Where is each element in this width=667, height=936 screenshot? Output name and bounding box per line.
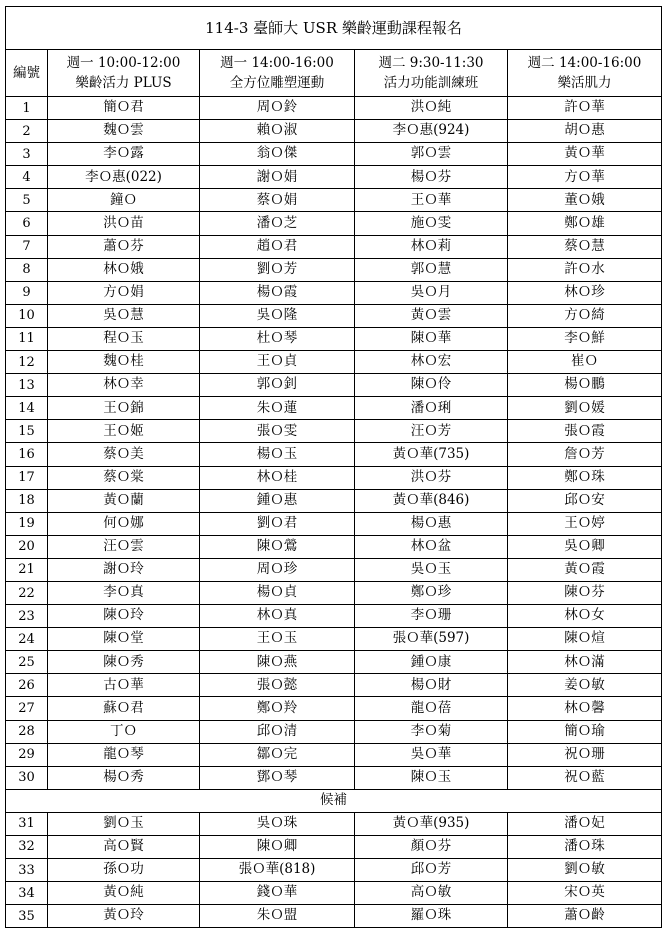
course-4-name: 方Ｏ華 [508, 166, 662, 189]
table-row [6, 443, 662, 466]
course-4-name: 張Ｏ霞 [508, 420, 662, 443]
course-header-3 [355, 50, 508, 97]
course-1-name: 王Ｏ錦 [48, 397, 200, 420]
course-2-name: 楊Ｏ貞 [200, 581, 355, 604]
table-row [6, 351, 662, 374]
table-row [6, 605, 662, 628]
course-1-name: 魏Ｏ桂 [48, 351, 200, 374]
course-4-name: 王Ｏ婷 [508, 512, 662, 535]
table-row [6, 651, 662, 674]
course-2-name: 翁Ｏ傑 [200, 143, 355, 166]
course-3-name: 汪Ｏ芳 [355, 420, 508, 443]
table-row [6, 812, 662, 835]
course-1-name: 古Ｏ華 [48, 674, 200, 697]
course-1-name: 龍Ｏ琴 [48, 743, 200, 766]
course-4-name: 鄭Ｏ珠 [508, 466, 662, 489]
table-title: 114-3 臺師大 USR 樂齡運動課程報名 [6, 7, 662, 50]
course-2-name: 劉Ｏ芳 [200, 258, 355, 281]
table-row [6, 235, 662, 258]
course-3-name: 王Ｏ華 [355, 189, 508, 212]
course-2-name: 郭Ｏ釗 [200, 374, 355, 397]
course-1-name: 林Ｏ幸 [48, 374, 200, 397]
course-1-name: 謝Ｏ玲 [48, 558, 200, 581]
course-3-name: 吳Ｏ月 [355, 281, 508, 304]
course-2-name: 朱Ｏ蓮 [200, 397, 355, 420]
course-4-name: 陳Ｏ煊 [508, 628, 662, 651]
course-3-name: 洪Ｏ芬 [355, 466, 508, 489]
row-number: 24 [6, 628, 48, 651]
row-number: 3 [6, 143, 48, 166]
course-4-name: 黃Ｏ華 [508, 143, 662, 166]
row-number: 35 [6, 905, 48, 928]
course-time: 週一 14:00-16:00 [220, 55, 334, 71]
registration-table-body [6, 7, 662, 928]
course-1-name: 林Ｏ娥 [48, 258, 200, 281]
row-number: 26 [6, 674, 48, 697]
table-row [6, 535, 662, 558]
row-number: 17 [6, 466, 48, 489]
course-1-name: 李Ｏ惠(022) [48, 166, 200, 189]
course-4-name: 陳Ｏ芬 [508, 581, 662, 604]
row-number: 22 [6, 581, 48, 604]
course-name: 全方位雕塑運動 [229, 75, 325, 91]
table-row [6, 420, 662, 443]
course-4-name: 胡Ｏ惠 [508, 120, 662, 143]
course-1-name: 魏Ｏ雲 [48, 120, 200, 143]
row-number: 15 [6, 420, 48, 443]
course-3-name: 黃Ｏ華(735) [355, 443, 508, 466]
course-time: 週二 14:00-16:00 [527, 55, 642, 71]
table-row [6, 859, 662, 882]
row-number: 19 [6, 512, 48, 535]
course-3-name: 潘Ｏ琍 [355, 397, 508, 420]
course-1-name: 鐘Ｏ [48, 189, 200, 212]
row-number: 18 [6, 489, 48, 512]
course-3-name: 張Ｏ華(597) [355, 628, 508, 651]
table-row [6, 189, 662, 212]
course-3-name: 施Ｏ雯 [355, 212, 508, 235]
course-4-name: 李Ｏ鮮 [508, 327, 662, 350]
course-3-name: 吳Ｏ華 [355, 743, 508, 766]
course-2-name: 劉Ｏ君 [200, 512, 355, 535]
row-number: 7 [6, 235, 48, 258]
course-4-name: 林Ｏ珍 [508, 281, 662, 304]
course-3-name: 李Ｏ菊 [355, 720, 508, 743]
table-row [6, 558, 662, 581]
course-1-name: 王Ｏ姬 [48, 420, 200, 443]
table-row [6, 674, 662, 697]
course-1-name: 吳Ｏ慧 [48, 304, 200, 327]
course-3-name: 李Ｏ惠(924) [355, 120, 508, 143]
course-4-name: 潘Ｏ珠 [508, 835, 662, 858]
course-3-name: 楊Ｏ惠 [355, 512, 508, 535]
row-number: 10 [6, 304, 48, 327]
course-1-name: 李Ｏ露 [48, 143, 200, 166]
table-row [6, 489, 662, 512]
course-2-name: 邱Ｏ清 [200, 720, 355, 743]
row-number: 4 [6, 166, 48, 189]
course-1-name: 方Ｏ娟 [48, 281, 200, 304]
table-row [6, 327, 662, 350]
course-1-name: 陳Ｏ堂 [48, 628, 200, 651]
row-number: 29 [6, 743, 48, 766]
course-2-name: 楊Ｏ霞 [200, 281, 355, 304]
course-2-name: 吳Ｏ珠 [200, 812, 355, 835]
row-number: 5 [6, 189, 48, 212]
course-4-name: 黃Ｏ霞 [508, 558, 662, 581]
course-4-name: 潘Ｏ妃 [508, 812, 662, 835]
course-2-name: 潘Ｏ芝 [200, 212, 355, 235]
row-number: 21 [6, 558, 48, 581]
course-3-name: 陳Ｏ玉 [355, 766, 508, 789]
course-3-name: 林Ｏ莉 [355, 235, 508, 258]
course-4-name: 蔡Ｏ慧 [508, 235, 662, 258]
course-2-name: 吳Ｏ隆 [200, 304, 355, 327]
course-4-name: 詹Ｏ芳 [508, 443, 662, 466]
course-3-name: 鄭Ｏ珍 [355, 581, 508, 604]
table-row [6, 397, 662, 420]
number-column-header: 編號 [6, 50, 48, 97]
row-number: 11 [6, 327, 48, 350]
course-3-name: 龍Ｏ蓓 [355, 697, 508, 720]
course-4-name: 鄭Ｏ雄 [508, 212, 662, 235]
course-3-name: 吳Ｏ玉 [355, 558, 508, 581]
course-4-name: 蕭Ｏ齡 [508, 905, 662, 928]
table-row [6, 304, 662, 327]
course-name: 樂齡活力 PLUS [75, 75, 172, 91]
row-number: 14 [6, 397, 48, 420]
row-number: 1 [6, 97, 48, 120]
course-3-name: 楊Ｏ財 [355, 674, 508, 697]
course-header-4 [508, 50, 662, 97]
course-2-name: 林Ｏ桂 [200, 466, 355, 489]
course-3-name: 黃Ｏ華(846) [355, 489, 508, 512]
waitlist-section-row [6, 789, 662, 812]
course-2-name: 王Ｏ玉 [200, 628, 355, 651]
course-3-name: 郭Ｏ慧 [355, 258, 508, 281]
course-4-name: 邱Ｏ安 [508, 489, 662, 512]
course-1-name: 陳Ｏ玲 [48, 605, 200, 628]
course-3-name: 黃Ｏ華(935) [355, 812, 508, 835]
course-1-name: 李Ｏ真 [48, 581, 200, 604]
course-1-name: 黃Ｏ蘭 [48, 489, 200, 512]
table-row [6, 143, 662, 166]
table-row [6, 166, 662, 189]
course-4-name: 林Ｏ馨 [508, 697, 662, 720]
row-number: 32 [6, 835, 48, 858]
course-1-name: 楊Ｏ秀 [48, 766, 200, 789]
course-4-name: 簡Ｏ瑜 [508, 720, 662, 743]
table-row [6, 374, 662, 397]
course-3-name: 楊Ｏ芬 [355, 166, 508, 189]
table-row [6, 835, 662, 858]
course-2-name: 趙Ｏ君 [200, 235, 355, 258]
course-3-name: 黃Ｏ雲 [355, 304, 508, 327]
course-1-name: 蔡Ｏ棠 [48, 466, 200, 489]
row-number: 2 [6, 120, 48, 143]
table-row [6, 512, 662, 535]
course-1-name: 蕭Ｏ芬 [48, 235, 200, 258]
course-2-name: 鍾Ｏ惠 [200, 489, 355, 512]
row-number: 23 [6, 605, 48, 628]
registration-table [5, 6, 662, 928]
course-2-name: 鄭Ｏ羚 [200, 697, 355, 720]
course-4-name: 劉Ｏ媛 [508, 397, 662, 420]
course-4-name: 許Ｏ華 [508, 97, 662, 120]
waitlist-label: 候補 [6, 789, 662, 812]
course-3-name: 郭Ｏ雲 [355, 143, 508, 166]
row-number: 12 [6, 351, 48, 374]
course-2-name: 周Ｏ珍 [200, 558, 355, 581]
course-2-name: 陳Ｏ卿 [200, 835, 355, 858]
course-name: 樂活肌力 [557, 75, 612, 91]
row-number: 31 [6, 812, 48, 835]
course-3-name: 顏Ｏ芬 [355, 835, 508, 858]
title-row [6, 7, 662, 50]
course-2-name: 蔡Ｏ娟 [200, 189, 355, 212]
course-4-name: 方Ｏ綺 [508, 304, 662, 327]
course-2-name: 張Ｏ懿 [200, 674, 355, 697]
table-row [6, 97, 662, 120]
table-row [6, 212, 662, 235]
row-number: 34 [6, 882, 48, 905]
course-3-name: 邱Ｏ芳 [355, 859, 508, 882]
table-row [6, 466, 662, 489]
course-1-name: 丁Ｏ [48, 720, 200, 743]
course-2-name: 周Ｏ鈴 [200, 97, 355, 120]
course-4-name: 姜Ｏ敏 [508, 674, 662, 697]
course-1-name: 蔡Ｏ美 [48, 443, 200, 466]
course-1-name: 黃Ｏ玲 [48, 905, 200, 928]
course-1-name: 蘇Ｏ君 [48, 697, 200, 720]
row-number: 25 [6, 651, 48, 674]
table-row [6, 905, 662, 928]
course-4-name: 林Ｏ滿 [508, 651, 662, 674]
table-row [6, 258, 662, 281]
course-2-name: 鄧Ｏ琴 [200, 766, 355, 789]
table-row [6, 743, 662, 766]
course-time: 週一 10:00-12:00 [66, 55, 181, 71]
row-number: 6 [6, 212, 48, 235]
course-1-name: 簡Ｏ君 [48, 97, 200, 120]
course-3-name: 陳Ｏ伶 [355, 374, 508, 397]
course-time: 週二 9:30-11:30 [378, 55, 484, 71]
row-number: 13 [6, 374, 48, 397]
course-4-name: 楊Ｏ鵬 [508, 374, 662, 397]
row-number: 27 [6, 697, 48, 720]
course-3-name: 鍾Ｏ康 [355, 651, 508, 674]
course-3-name: 洪Ｏ純 [355, 97, 508, 120]
course-4-name: 林Ｏ女 [508, 605, 662, 628]
course-2-name: 王Ｏ貞 [200, 351, 355, 374]
course-4-name: 許Ｏ水 [508, 258, 662, 281]
course-4-name: 崔Ｏ [508, 351, 662, 374]
course-2-name: 楊Ｏ玉 [200, 443, 355, 466]
course-1-name: 何Ｏ娜 [48, 512, 200, 535]
course-2-name: 張Ｏ華(818) [200, 859, 355, 882]
course-2-name: 杜Ｏ琴 [200, 327, 355, 350]
course-4-name: 祝Ｏ珊 [508, 743, 662, 766]
row-number: 20 [6, 535, 48, 558]
table-row [6, 581, 662, 604]
course-2-name: 鄒Ｏ完 [200, 743, 355, 766]
course-1-name: 劉Ｏ玉 [48, 812, 200, 835]
course-4-name: 吳Ｏ卿 [508, 535, 662, 558]
course-1-name: 程Ｏ玉 [48, 327, 200, 350]
course-2-name: 謝Ｏ娟 [200, 166, 355, 189]
course-1-name: 高Ｏ賢 [48, 835, 200, 858]
course-3-name: 高Ｏ敏 [355, 882, 508, 905]
course-1-name: 洪Ｏ苗 [48, 212, 200, 235]
table-row [6, 628, 662, 651]
course-2-name: 陳Ｏ鶯 [200, 535, 355, 558]
course-header-1 [48, 50, 200, 97]
course-4-name: 宋Ｏ英 [508, 882, 662, 905]
course-3-name: 林Ｏ宏 [355, 351, 508, 374]
table-row [6, 697, 662, 720]
course-1-name: 汪Ｏ雲 [48, 535, 200, 558]
course-1-name: 陳Ｏ秀 [48, 651, 200, 674]
course-4-name: 董Ｏ娥 [508, 189, 662, 212]
table-row [6, 882, 662, 905]
course-3-name: 陳Ｏ華 [355, 327, 508, 350]
course-3-name: 李Ｏ珊 [355, 605, 508, 628]
row-number: 16 [6, 443, 48, 466]
course-1-name: 孫Ｏ功 [48, 859, 200, 882]
row-number: 30 [6, 766, 48, 789]
table-row [6, 120, 662, 143]
row-number: 9 [6, 281, 48, 304]
course-3-name: 羅Ｏ珠 [355, 905, 508, 928]
course-4-name: 劉Ｏ敏 [508, 859, 662, 882]
course-2-name: 賴Ｏ淑 [200, 120, 355, 143]
header-row [6, 50, 662, 97]
course-name: 活力功能訓練班 [383, 75, 479, 91]
table-row [6, 766, 662, 789]
row-number: 28 [6, 720, 48, 743]
course-2-name: 張Ｏ雯 [200, 420, 355, 443]
course-2-name: 陳Ｏ燕 [200, 651, 355, 674]
course-header-2 [200, 50, 355, 97]
row-number: 33 [6, 859, 48, 882]
table-row [6, 281, 662, 304]
course-2-name: 林Ｏ真 [200, 605, 355, 628]
course-2-name: 朱Ｏ盟 [200, 905, 355, 928]
table-row [6, 720, 662, 743]
course-4-name: 祝Ｏ藍 [508, 766, 662, 789]
row-number: 8 [6, 258, 48, 281]
course-2-name: 錢Ｏ華 [200, 882, 355, 905]
course-3-name: 林Ｏ盆 [355, 535, 508, 558]
course-1-name: 黃Ｏ純 [48, 882, 200, 905]
